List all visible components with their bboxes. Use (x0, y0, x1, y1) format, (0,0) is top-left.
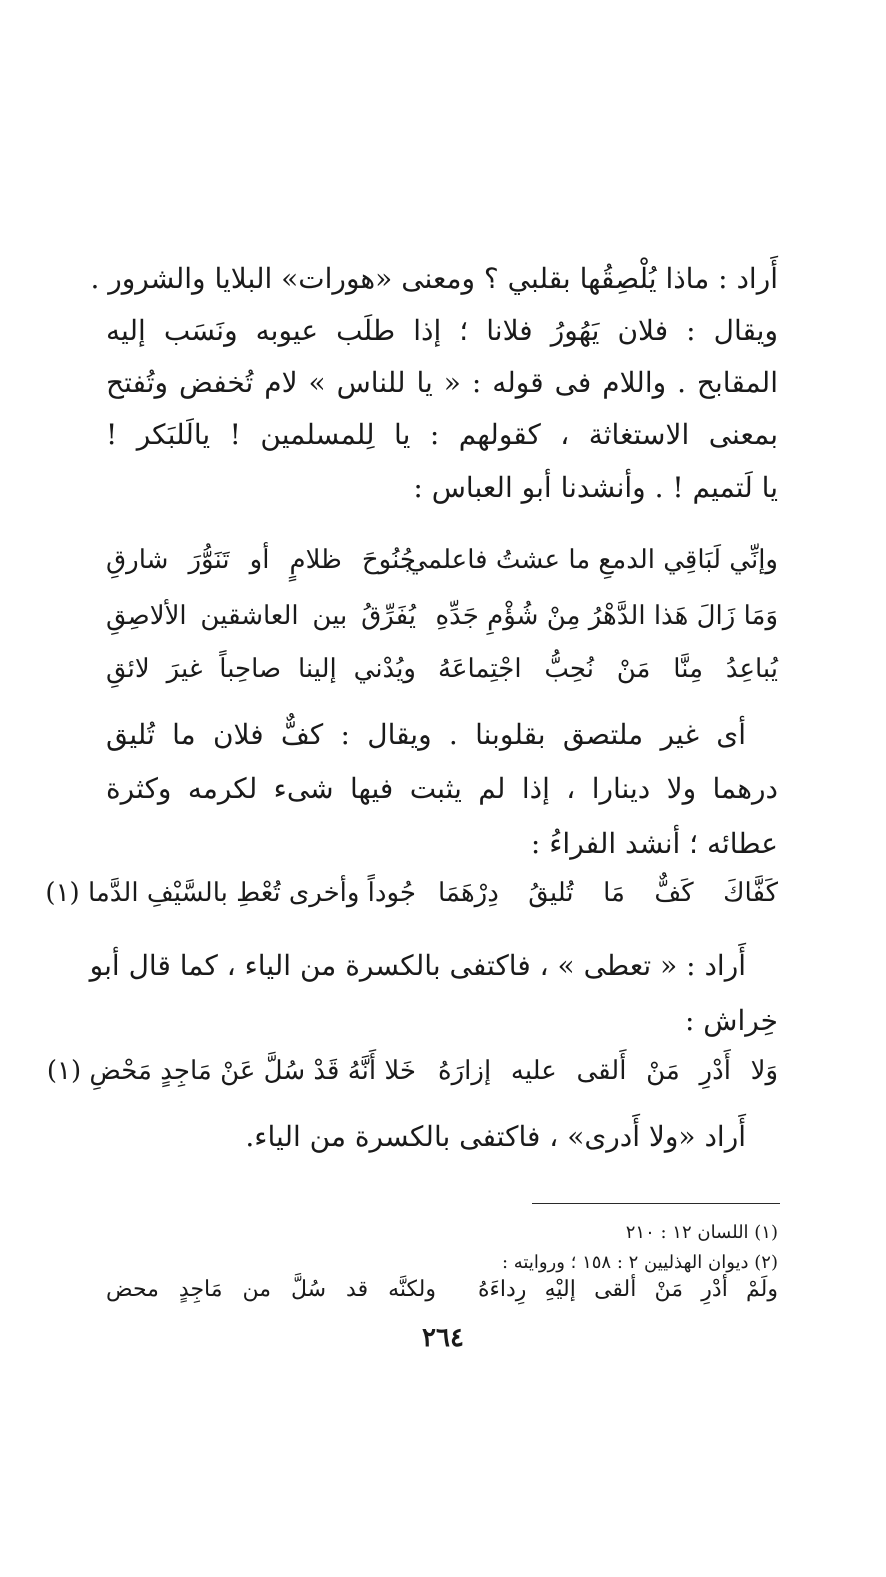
verse-first-hemistich: كَفَّاكَ كَفٌّ مَا تُليقُ دِرْهَمَا (438, 878, 778, 908)
verse-first-hemistich: ولَمْ أدْرِ مَنْ ألقى إليْهِ رِداءَهُ (478, 1277, 778, 1302)
verse-second-hemistich: ويُدْني إلينا صاحِباً غيرَ لائقِ (106, 654, 416, 684)
verse-second-hemistich: خَلا أَنَّهُ قَدْ سُلَّ عَنْ مَاجِدٍ مَحْضِ (١) (46, 1056, 416, 1086)
body-line-5: يا لَتميم ! . وأنشدنا أبو العباس : (413, 471, 778, 504)
verse-second-hemistich: جُنُوحَ ظلامٍ أو تَنَوُّرَ شارقِ (106, 545, 416, 575)
verse-second-hemistich: جُوداً وأخرى تُعْطِ بالسَّيْفِ الدَّما (١) (45, 878, 416, 908)
body-line-4: بمعنى الاستغاثة ، كقولهم : يا لِلمسلمين ! يالَلبَكر ! (106, 418, 778, 451)
verse-first-hemistich: وإنِّي لَبَاقِي الدمعِ ما عشتُ فاعلمي (406, 545, 778, 575)
middle-line-2: درهما ولا دينارا ، إذا لم يثبت فيها شىء لكرمه وكثرة (106, 772, 778, 805)
verse-first-hemistich: وَمَا زَالَ هَذا الدَّهْرُ مِنْ شُؤْمِ جَدِّهِ (435, 601, 778, 631)
poem-verse-3 (106, 643, 778, 695)
verse-first-hemistich: وَلا أَدْرِ مَنْ أَلقى عليه إزارَهُ (438, 1056, 778, 1086)
line-3-1: أَراد : « تعطى » ، فاكتفى بالكسرة من الياء ، كما قال أبو (89, 949, 746, 982)
body-line-3: المقابح . واللام فى قوله : « يا للناس » لام تُخفض وتُفتح (106, 366, 778, 399)
middle-line-3: عطائه ؛ أنشد الفراءُ : (530, 827, 778, 860)
verse-second-hemistich: يُفَرِّقُ بين العاشقين الألاصِقِ (106, 601, 416, 631)
body-line-2: ويقال : فلان يَهُورُ فلانا ؛ إذا طلَب عيوبه ونَسَب إليه (106, 314, 778, 347)
verse-second-hemistich: ولكنَّه قد سُلَّ من مَاجِدٍ محض (106, 1277, 436, 1302)
poem-verse-2 (106, 590, 778, 642)
footnote-1: (١) اللسان ١٢ : ٢١٠ (625, 1222, 778, 1243)
line-4: أَراد «ولا أَدرى» ، فاكتفى بالكسرة من الياء. (245, 1120, 746, 1153)
body-line-1: أَراد : ماذا يُلْصِقُها بقلبي ؟ ومعنى «هورات» البلايا والشرور . (90, 262, 778, 295)
poem-verse-1 (106, 534, 778, 586)
footnote-verse (106, 1270, 778, 1310)
middle-line-1: أى غير ملتصق بقلوبنا . ويقال : كفٌّ فلان ما تُليق (106, 718, 746, 751)
footnote-2: (٢) ديوان الهذليين ٢ : ١٥٨ ؛ وروايته : (501, 1252, 778, 1273)
verse-first-hemistich: يُباعِدُ مِنَّا مَنْ نُحِبُّ اجْتِماعَهُ (438, 654, 778, 684)
footnote-divider (532, 1203, 780, 1204)
page-number: ٢٦٤ (422, 1323, 464, 1353)
poem-verse-5 (46, 1045, 778, 1097)
line-3-2: خِراش : (684, 1004, 778, 1037)
poem-verse-4 (45, 867, 778, 919)
